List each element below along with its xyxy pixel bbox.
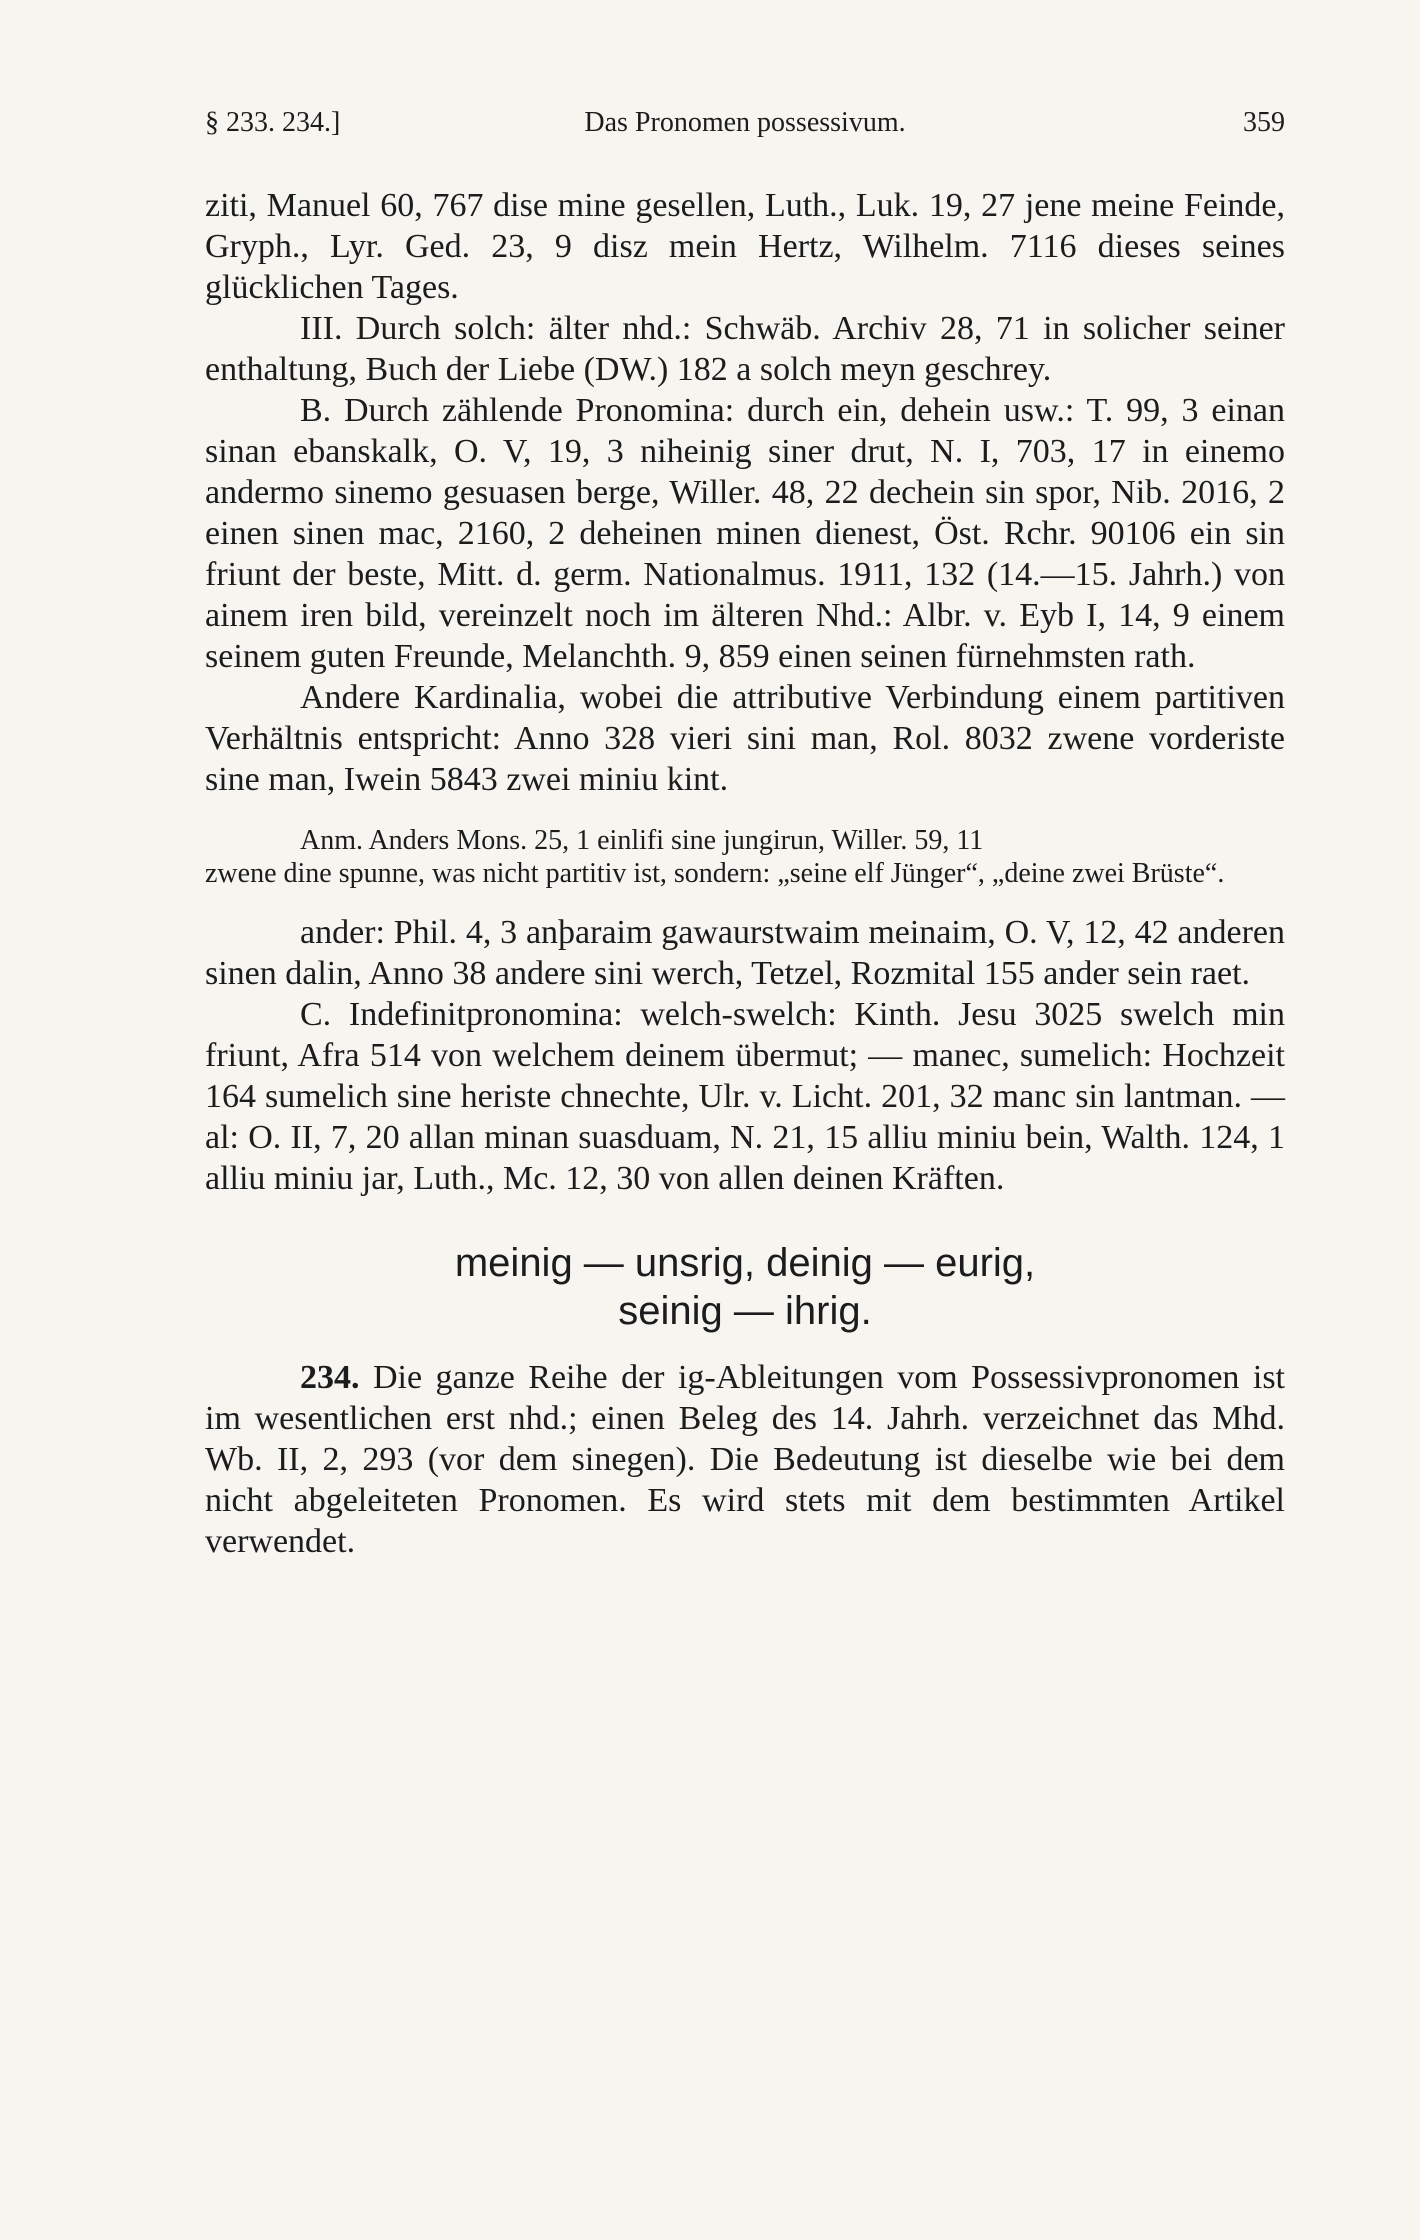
paragraph-ander: ander: Phil. 4, 3 anþaraim gawaurstwaim meinaim, O. V, 12, 42 anderen sinen dalin, Anno 38 andere sini werch, Tetzel, Rozmital 155 ander sein raet. — [205, 914, 1285, 992]
paragraph-indefinitpronomina: C. Indefinitpronomina: welch-swelch: Kinth. Jesu 3025 swelch min friunt, Afra 514 von welchem deinem übermut; — manec, sumelich: Hochzeit 164 sumelich sine heriste chnechte, Ulr. v. Licht. 201, 32 manc sin lantman. — al: O. II, 7, 20 allan minan suasduam, N. 21, 15 alliu miniu bein, Walth. 124, 1 alliu miniu jar, Luth., Mc. 12, 30 von allen deinen Kräften. — [205, 996, 1285, 1197]
section-number: 234. — [300, 1359, 360, 1396]
annotation-note — [205, 824, 1285, 890]
page-body — [205, 185, 1285, 1562]
paragraph-234 — [205, 1357, 1285, 1562]
note-first-line: Anm. Anders Mons. 25, 1 einlifi sine jungirun, Willer. 59, 11 — [300, 825, 984, 856]
heading-line-1: meinig — unsrig, deinig — eurig, — [454, 1241, 1036, 1285]
paragraph-solch: III. Durch solch: älter nhd.: Schwäb. Archiv 28, 71 in solicher seiner enthaltung, Buch der Liebe (DW.) 182 a solch meyn geschrey. — [205, 310, 1285, 388]
paragraph-zaehlende-pronomina: B. Durch zählende Pronomina: durch ein, dehein usw.: T. 99, 3 einan sinan ebanskalk, O. V, 19, 3 niheinig siner drut, N. I, 703, 17 in einemo andermo sinemo gesuasen berge, Willer. 48, 22 dechein sin spor, Nib. 2016, 2 einen sinen mac, 2160, 2 deheinen minen dienest, Öst. Rchr. 90106 ein sin friunt der beste, Mitt. d. germ. Nationalmus. 1911, 132 (14.—15. Jahrh.) von ainem iren bild, vereinzelt noch im älteren Nhd.: Albr. v. Eyb I, 14, 9 einem seinem guten Freunde, Melanchth. 9, 859 einen seinen fürnehmsten rath. — [205, 392, 1285, 675]
note-continuation: zwene dine spunne, was nicht partitiv ist, sondern: „seine elf Jünger“, „deine zwei Brüste“. — [205, 858, 1225, 889]
page-number: 359 — [1243, 107, 1285, 138]
paragraph-kardinalia: Andere Kardinalia, wobei die attributive Verbindung einem partitiven Verhältnis entspricht: Anno 328 vieri sini man, Rol. 8032 zwene vorderiste sine man, Iwein 5843 zwei miniu kint. — [205, 679, 1285, 798]
running-title: Das Pronomen possessivum. — [584, 107, 906, 138]
section-234-text: Die ganze Reihe der ig-Ableitungen vom Possessivpronomen ist im wesentlichen erst nhd.; einen Beleg des 14. Jahrh. verzeichnet das Mhd. Wb. II, 2, 293 (vor dem sinegen). Die Bedeutung ist dieselbe wie bei dem nicht abgeleiteten Pronomen. Es wird stets mit dem bestimmten Artikel verwendet. — [205, 1359, 1286, 1560]
section-heading — [205, 1239, 1285, 1335]
paragraph-continuation: ziti, Manuel 60, 767 dise mine gesellen, Luth., Luk. 19, 27 jene meine Feinde, Gryph., Lyr. Ged. 23, 9 disz mein Hertz, Wilhelm. 7116 dieses seines glücklichen Tages. — [205, 187, 1285, 306]
heading-line-2: seinig — ihrig. — [618, 1289, 872, 1333]
section-reference: § 233. 234.] — [205, 107, 341, 138]
running-header — [205, 107, 1285, 147]
